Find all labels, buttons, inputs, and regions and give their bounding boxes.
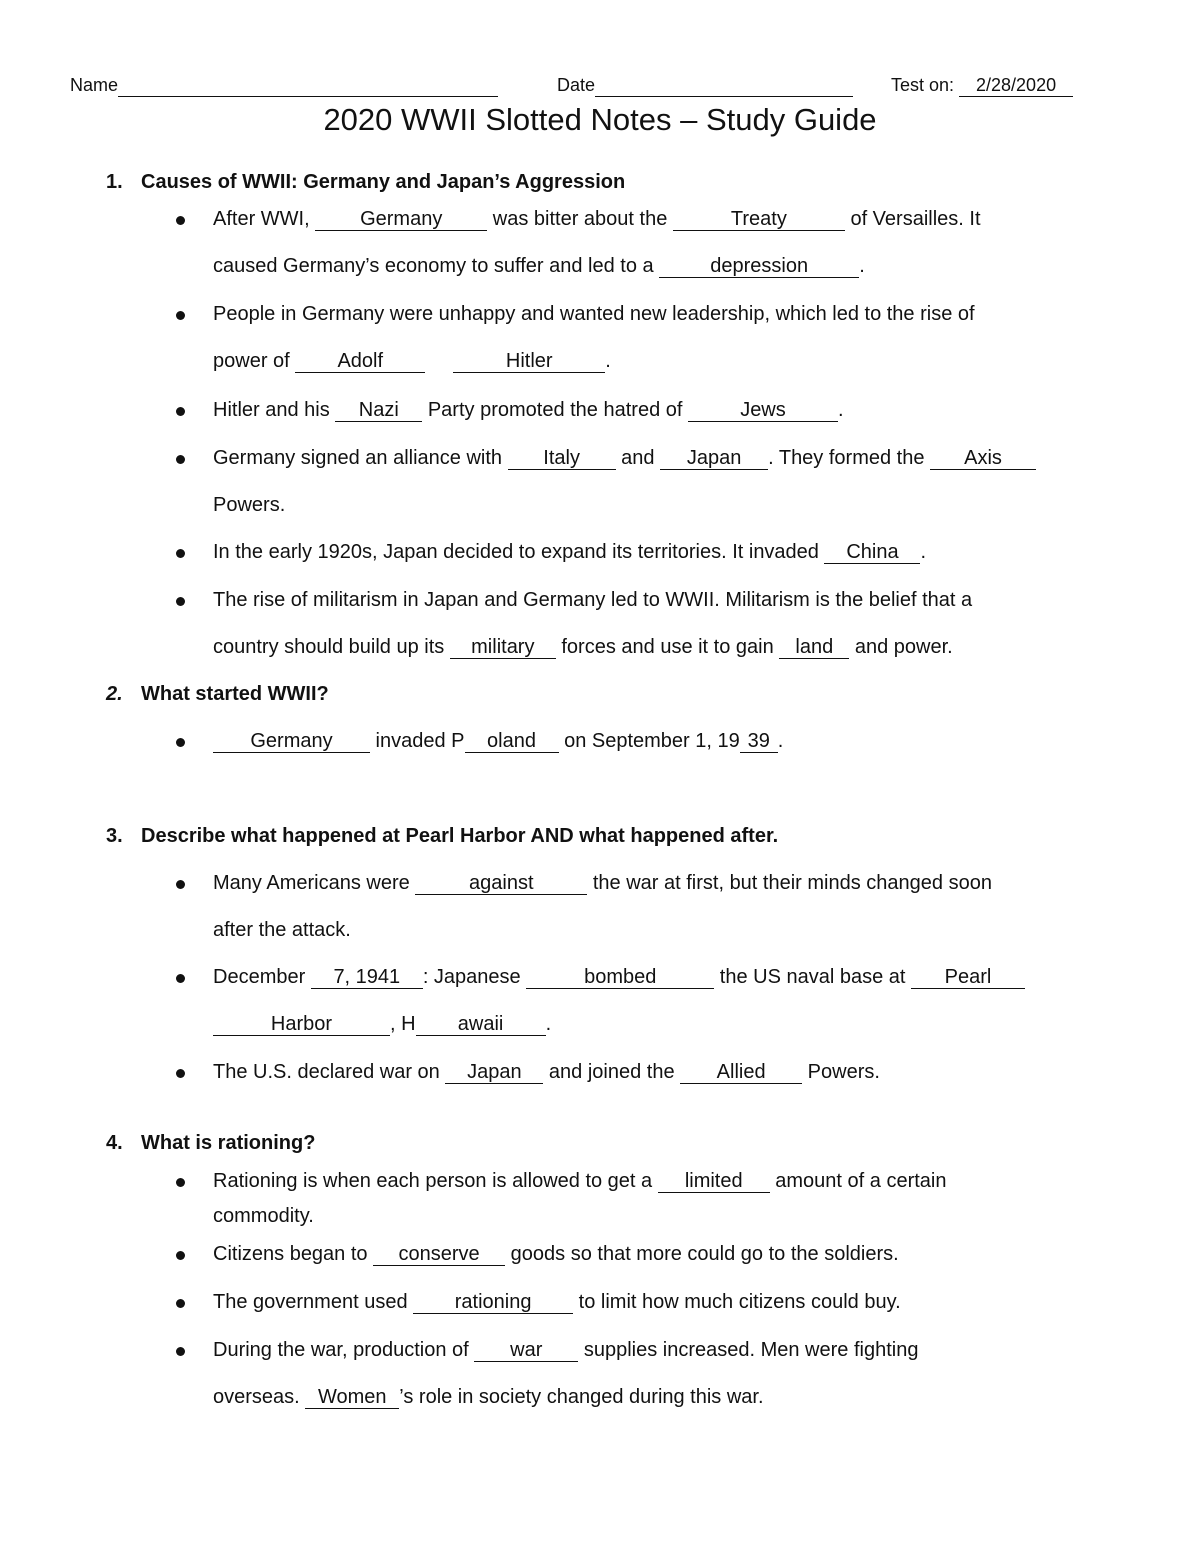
- answer-blank: rationing: [413, 1291, 573, 1314]
- bullet-icon: [176, 1299, 185, 1308]
- s4-bullet-2: Citizens began to conserve goods so that more could go to the soldiers.: [213, 1243, 899, 1265]
- section-3-number: 3.: [106, 825, 123, 847]
- s1-bullet-2-cont: power of Adolf Hitler .: [213, 350, 611, 372]
- date-field[interactable]: [557, 75, 853, 97]
- s4-bullet-3: The government used rationing to limit how much citizens could buy.: [213, 1291, 901, 1313]
- bullet-icon: [176, 216, 185, 225]
- bullet-icon: [176, 1069, 185, 1078]
- s1-bullet-1: After WWI, Germany was bitter about the Treaty of Versailles. It: [213, 208, 981, 230]
- section-1-number: 1.: [106, 171, 123, 193]
- answer-blank: Hitler: [453, 350, 605, 373]
- answer-blank: Harbor: [213, 1013, 390, 1036]
- name-blank[interactable]: [118, 76, 498, 97]
- answer-blank: war: [474, 1339, 578, 1362]
- answer-blank: military: [450, 636, 556, 659]
- page-title: 2020 WWII Slotted Notes – Study Guide: [323, 102, 877, 137]
- s2-bullet-1: Germany invaded P oland on September 1, 19 39 .: [213, 730, 783, 753]
- answer-blank: 7, 1941: [311, 966, 423, 989]
- s3-bullet-2-cont: Harbor , H awaii .: [213, 1013, 551, 1036]
- answer-blank: conserve: [373, 1243, 505, 1266]
- bullet-icon: [176, 1178, 185, 1187]
- bullet-icon: [176, 974, 185, 983]
- s1-bullet-6: The rise of militarism in Japan and Germany led to WWII. Militarism is the belief that a: [213, 589, 973, 611]
- s3-bullet-1: Many Americans were against the war at first, but their minds changed soon: [213, 872, 992, 894]
- answer-blank: depression: [659, 255, 859, 278]
- section-2-number: 2.: [106, 683, 123, 705]
- test-date-field: [891, 75, 1073, 97]
- answer-blank: awaii: [416, 1013, 546, 1036]
- answer-blank: Allied: [680, 1061, 802, 1084]
- bullet-icon: [176, 597, 185, 606]
- bullet-icon: [176, 1251, 185, 1260]
- s1-bullet-1-cont: caused Germany’s economy to suffer and led to a depression .: [213, 255, 865, 277]
- answer-blank: Jews: [688, 399, 838, 422]
- section-4-number: 4.: [106, 1132, 123, 1154]
- answer-blank: limited: [658, 1170, 770, 1193]
- answer-blank: Japan: [660, 447, 768, 470]
- section-2-heading: What started WWII?: [141, 683, 329, 705]
- s1-bullet-5: In the early 1920s, Japan decided to expand its territories. It invaded China .: [213, 541, 927, 563]
- s3-bullet-2: December 7, 1941 : Japanese bombed the US naval base at Pearl: [213, 966, 1025, 989]
- answer-blank: land: [779, 636, 849, 659]
- test-date-value: 2/28/2020: [959, 76, 1073, 97]
- s1-bullet-2: People in Germany were unhappy and wanted new leadership, which led to the rise of: [213, 303, 975, 325]
- section-3-heading: Describe what happened at Pearl Harbor AND what happened after.: [141, 825, 779, 847]
- test-label: Test on:: [891, 75, 955, 95]
- answer-blank: against: [415, 872, 587, 895]
- s4-bullet-4-cont: overseas. Women ’s role in society changed during this war.: [213, 1386, 764, 1408]
- answer-blank: Germany: [213, 730, 370, 753]
- s3-bullet-1-cont: after the attack.: [213, 919, 351, 941]
- s1-bullet-3: Hitler and his Nazi Party promoted the hatred of Jews .: [213, 399, 844, 421]
- date-label: Date: [557, 75, 596, 95]
- section-1-heading: Causes of WWII: Germany and Japan’s Aggression: [141, 171, 626, 193]
- s1-bullet-4-cont: Powers.: [213, 494, 286, 516]
- bullet-icon: [176, 311, 185, 320]
- s3-bullet-3: The U.S. declared war on Japan and joined the Allied Powers.: [213, 1061, 880, 1083]
- answer-blank: Axis: [930, 447, 1036, 470]
- answer-blank: Germany: [315, 208, 487, 231]
- s4-bullet-4: During the war, production of war supplies increased. Men were fighting: [213, 1339, 919, 1361]
- answer-blank: Nazi: [335, 399, 422, 422]
- answer-blank: Italy: [508, 447, 616, 470]
- answer-blank: 39: [740, 730, 778, 753]
- bullet-icon: [176, 549, 185, 558]
- bullet-icon: [176, 407, 185, 416]
- answer-blank: bombed: [526, 966, 714, 989]
- s4-bullet-1-cont: commodity.: [213, 1205, 314, 1227]
- answer-blank: Japan: [445, 1061, 543, 1084]
- bullet-icon: [176, 880, 185, 889]
- answer-blank: Adolf: [295, 350, 425, 373]
- answer-blank: Pearl: [911, 966, 1025, 989]
- date-blank[interactable]: [595, 76, 853, 97]
- answer-blank: oland: [465, 730, 559, 753]
- section-4-heading: What is rationing?: [141, 1132, 316, 1154]
- s4-bullet-1: Rationing is when each person is allowed to get a limited amount of a certain: [213, 1170, 947, 1192]
- bullet-icon: [176, 455, 185, 464]
- answer-blank: Treaty: [673, 208, 845, 231]
- name-label: Name: [70, 75, 119, 95]
- answer-blank: Women: [305, 1386, 399, 1409]
- s1-bullet-6-cont: country should build up its military forces and use it to gain land and power.: [213, 636, 953, 658]
- s1-bullet-4: Germany signed an alliance with Italy and Japan . They formed the Axis: [213, 447, 1036, 470]
- answer-blank: China: [824, 541, 920, 564]
- bullet-icon: [176, 738, 185, 747]
- bullet-icon: [176, 1347, 185, 1356]
- name-field[interactable]: [70, 75, 498, 97]
